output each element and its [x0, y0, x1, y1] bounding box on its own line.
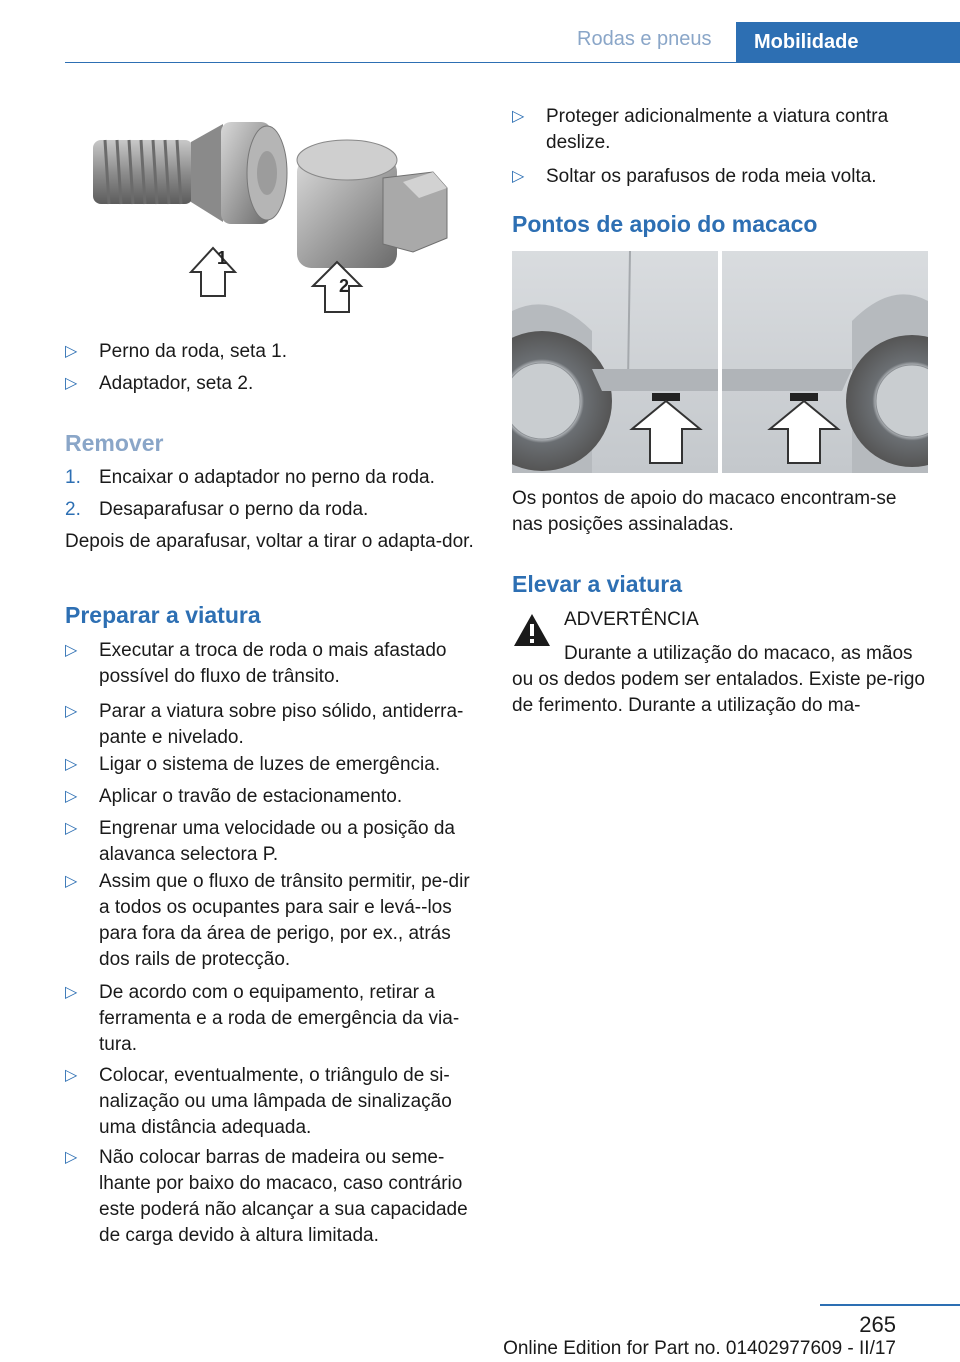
- list-item: ▷ Soltar os parafusos de roda meia volta.: [512, 164, 930, 190]
- list-item: ▷ Perno da roda, seta 1.: [65, 339, 477, 365]
- list-item: ▷ Parar a viatura sobre piso sólido, antiderra-pante e nivelado.: [65, 701, 464, 748]
- triangle-right-icon: ▷: [65, 1149, 78, 1166]
- page-number: 265: [859, 1312, 896, 1337]
- triangle-right-icon: ▷: [65, 375, 78, 392]
- arrow-1-label: 1: [217, 248, 228, 268]
- list-item: ▷ Aplicar o travão de estacionamento.: [65, 784, 477, 810]
- heading-remover: Remover: [65, 430, 164, 456]
- triangle-right-icon: ▷: [512, 108, 525, 125]
- triangle-right-icon: ▷: [512, 168, 525, 185]
- heading-pontos: Pontos de apoio do macaco: [512, 211, 818, 237]
- triangle-right-icon: ▷: [65, 984, 78, 1001]
- chapter-tab: Mobilidade: [736, 22, 960, 62]
- list-item: ▷ Colocar, eventualmente, o triângulo de si-nalização ou uma lâmpada de sinalização uma distância adequada.: [65, 1065, 452, 1138]
- list-item: ▷ Adaptador, seta 2.: [65, 371, 477, 397]
- triangle-right-icon: ▷: [65, 343, 78, 360]
- footer-rule: [820, 1304, 960, 1306]
- warning-text: Durante a utilização do macaco, as mãos ou os dedos podem ser entalados. Existe pe-rigo de ferimento. Durante a utilização do ma-: [512, 643, 925, 716]
- warning-title: ADVERTÊNCIA: [564, 609, 699, 630]
- triangle-right-icon: ▷: [65, 820, 78, 837]
- heading-elevar: Elevar a viatura: [512, 571, 683, 597]
- list-item: ▷ Ligar o sistema de luzes de emergência.: [65, 752, 477, 778]
- triangle-right-icon: ▷: [65, 788, 78, 805]
- triangle-right-icon: ▷: [65, 703, 78, 720]
- triangle-right-icon: ▷: [65, 873, 78, 890]
- triangle-right-icon: ▷: [65, 642, 78, 659]
- triangle-right-icon: ▷: [65, 756, 78, 773]
- list-item: ▷ Engrenar uma velocidade ou a posição da alavanca selectora P.: [65, 818, 455, 865]
- list-item: ▷ De acordo com o equipamento, retirar a ferramenta e a roda de emergência da via-tura.: [65, 982, 460, 1055]
- list-item: ▷ Executar a troca de roda o mais afastado possível do fluxo de trânsito.: [65, 640, 447, 687]
- list-item: ▷ Assim que o fluxo de trânsito permitir, pe-dir a todos os ocupantes para sair e levá--los para fora da área de perigo, por ex., atrás dos rails de protecção.: [65, 871, 470, 970]
- list-item: ▷ Não colocar barras de madeira ou seme-lhante por baixo do macaco, caso contrário este poderá não alcançar a sua capacidade de carga devido à altura limitada.: [65, 1147, 468, 1246]
- triangle-right-icon: ▷: [65, 1067, 78, 1084]
- heading-preparar: Preparar a viatura: [65, 602, 261, 628]
- paragraph: Depois de aparafusar, voltar a tirar o adapta-dor.: [65, 531, 474, 552]
- section-title: Rodas e pneus: [577, 28, 712, 50]
- paragraph: Os pontos de apoio do macaco encontram-se nas posições assinaladas.: [512, 488, 897, 535]
- arrow-2-label: 2: [339, 276, 350, 296]
- numbered-step: 2. Desaparafusar o perno da roda.: [65, 499, 369, 520]
- edition-note: Online Edition for Part no. 01402977609 - II/17: [503, 1338, 896, 1359]
- numbered-step: 1. Encaixar o adaptador no perno da roda.: [65, 467, 435, 488]
- list-item: ▷ Proteger adicionalmente a viatura contra deslize.: [512, 106, 889, 153]
